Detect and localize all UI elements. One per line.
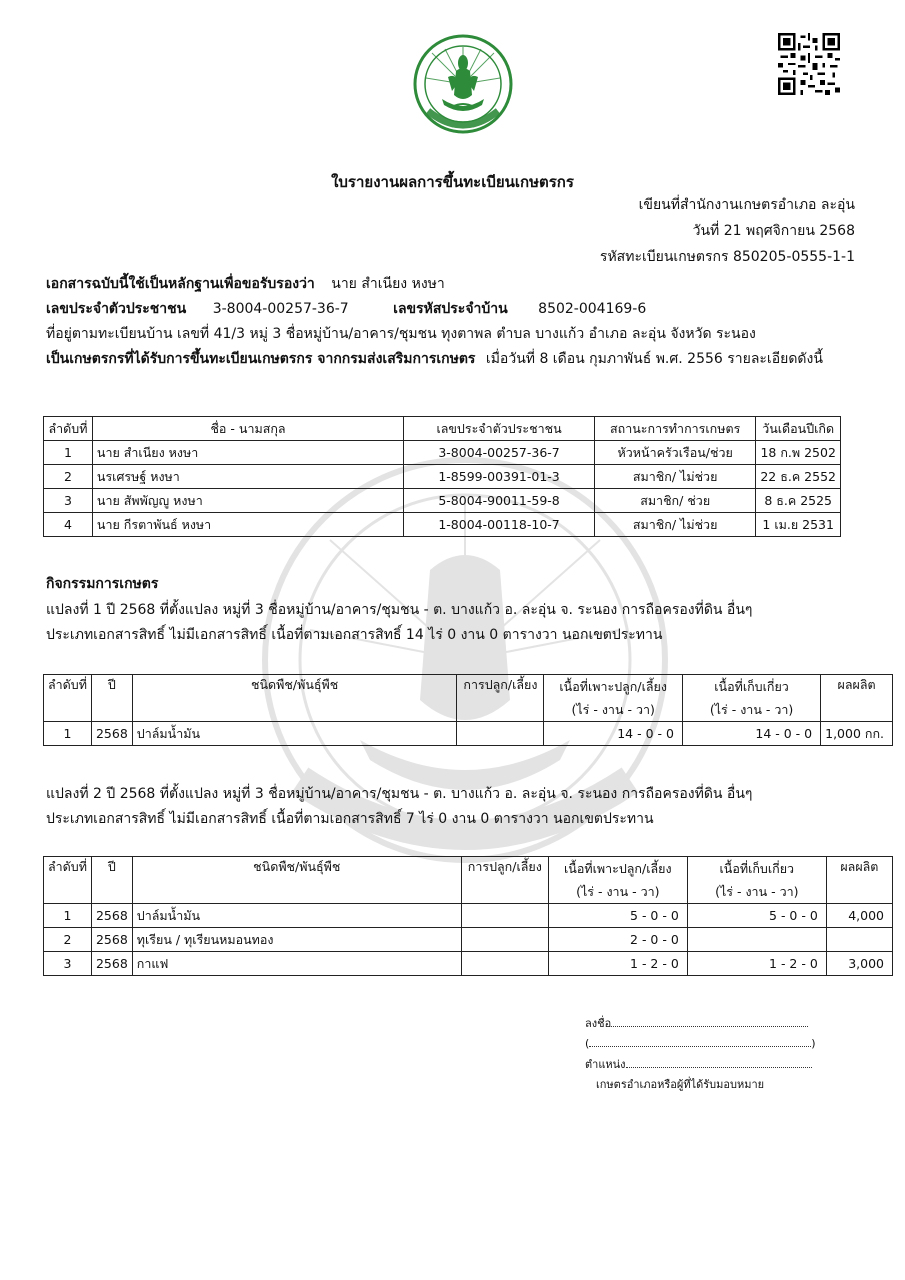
- open-paren: (: [585, 1037, 590, 1050]
- column-header: ผลผลิต: [826, 857, 892, 904]
- column-header: เนื้อที่เก็บเกี่ยว: [682, 675, 820, 699]
- farmer-registration-code: รหัสทะเบียนเกษตรกร 850205-0555-1-1: [599, 249, 855, 265]
- table-cell: 1 - 2 - 0: [548, 952, 687, 976]
- table-cell: [461, 904, 548, 928]
- table-cell: 1 - 2 - 0: [687, 952, 826, 976]
- table-cell: 2: [44, 928, 92, 952]
- table-cell: 1 เม.ย 2531: [756, 513, 841, 537]
- document-date: วันที่ 21 พฤศจิกายน 2568: [692, 223, 855, 239]
- signature-dots: [611, 1016, 808, 1027]
- id-line: [46, 298, 646, 320]
- table-cell: นาย สำเนียง หงษา: [92, 441, 403, 465]
- activities-title: กิจกรรมการเกษตร: [46, 576, 159, 592]
- table-row: [44, 465, 841, 489]
- plot1-location: แปลงที่ 1 ปี 2568 ที่ตั้งแปลง หมู่ที่ 3 ชื่อหมู่บ้าน/อาคาร/ชุมชน - ต. บางแก้ว อ. ละอุ่น จ. ระนอง การถือครองที่ดิน อื่นๆ: [46, 602, 753, 618]
- table-cell: [826, 928, 892, 952]
- table-cell: 22 ธ.ค 2552: [756, 465, 841, 489]
- table-cell: 2568: [91, 904, 132, 928]
- table-cell: [461, 952, 548, 976]
- document-title: ใบรายงานผลการขึ้นทะเบียนเกษตรกร: [331, 173, 574, 191]
- column-header: การปลูก/เลี้ยง: [461, 857, 548, 904]
- unit-label: (ไร่ - งาน - วา): [682, 698, 820, 722]
- table-cell: 2 - 0 - 0: [548, 928, 687, 952]
- close-paren: ): [811, 1037, 816, 1050]
- department-seal-logo: [412, 33, 514, 151]
- table-cell: 14 - 0 - 0: [682, 722, 820, 746]
- table-cell: 1,000 กก.: [821, 722, 893, 746]
- citizen-id-value: 3-8004-00257-36-7: [212, 301, 349, 317]
- column-header: เนื้อที่เก็บเกี่ยว: [687, 857, 826, 881]
- plot1-crops-table: [43, 674, 893, 746]
- table-cell: สมาชิก/ ช่วย: [594, 489, 755, 513]
- column-header: การปลูก/เลี้ยง: [457, 675, 544, 722]
- citizen-id-label: เลขประจำตัวประชาชน: [46, 301, 187, 317]
- plot2-document: ประเภทเอกสารสิทธิ์ ไม่มีเอกสารสิทธิ์ เนื้อที่ตามเอกสารสิทธิ์ 7 ไร่ 0 งาน 0 ตารางวา นอกเขตประทาน: [46, 811, 654, 827]
- column-header: ลำดับที่: [44, 675, 92, 722]
- table-cell: 18 ก.พ 2502: [756, 441, 841, 465]
- certify-line: [46, 273, 445, 295]
- column-header: ลำดับที่: [44, 417, 93, 441]
- column-header: เลขประจำตัวประชาชน: [404, 417, 595, 441]
- certify-label: เอกสารฉบับนี้ใช้เป็นหลักฐานเพื่อขอรับรองว่า: [46, 276, 315, 292]
- table-row: [44, 441, 841, 465]
- registration-line: [46, 348, 823, 370]
- table-cell: 3: [44, 952, 92, 976]
- table-header-row: [44, 417, 841, 441]
- table-cell: 5 - 0 - 0: [687, 904, 826, 928]
- name-dots: [589, 1036, 811, 1047]
- column-header: เนื้อที่เพาะปลูก/เลี้ยง: [548, 857, 687, 881]
- table-cell: 2: [44, 465, 93, 489]
- table-cell: 1-8004-00118-10-7: [404, 513, 595, 537]
- table-cell: [687, 928, 826, 952]
- house-code-value: 8502-004169-6: [538, 301, 647, 317]
- column-header: ปี: [91, 675, 132, 722]
- table-cell: 2568: [91, 928, 132, 952]
- table-cell: 1: [44, 904, 92, 928]
- table-cell: ปาล์มน้ำมัน: [132, 904, 461, 928]
- column-header: ชื่อ - นามสกุล: [92, 417, 403, 441]
- table-cell: สมาชิก/ ไม่ช่วย: [594, 513, 755, 537]
- column-header: เนื้อที่เพาะปลูก/เลี้ยง: [544, 675, 683, 699]
- household-members-table: [43, 416, 841, 537]
- table-row: [44, 928, 893, 952]
- column-header: ลำดับที่: [44, 857, 92, 904]
- table-header-row: [44, 675, 893, 699]
- table-cell: หัวหน้าครัวเรือน/ช่วย: [594, 441, 755, 465]
- table-cell: 3: [44, 489, 93, 513]
- table-cell: 1-8599-00391-01-3: [404, 465, 595, 489]
- table-cell: 8 ธ.ค 2525: [756, 489, 841, 513]
- column-header: ชนิดพืช/พันธุ์พืช: [132, 675, 457, 722]
- column-header: ปี: [91, 857, 132, 904]
- table-row: [44, 952, 893, 976]
- table-cell: 1: [44, 441, 93, 465]
- table-row: [44, 489, 841, 513]
- registration-label: เป็นเกษตรกรที่ได้รับการขึ้นทะเบียนเกษตรกร จากกรมส่งเสริมการเกษตร: [46, 351, 476, 367]
- table-cell: 2568: [91, 952, 132, 976]
- column-header: สถานะการทำการเกษตร: [594, 417, 755, 441]
- table-cell: 3,000: [826, 952, 892, 976]
- table-cell: สมาชิก/ ไม่ช่วย: [594, 465, 755, 489]
- plot1-document: ประเภทเอกสารสิทธิ์ ไม่มีเอกสารสิทธิ์ เนื้อที่ตามเอกสารสิทธิ์ 14 ไร่ 0 งาน 0 ตารางวา นอกเขตประทาน: [46, 627, 663, 643]
- table-cell: 5 - 0 - 0: [548, 904, 687, 928]
- column-header: วันเดือนปีเกิด: [756, 417, 841, 441]
- table-row: [44, 722, 893, 746]
- address-line: ที่อยู่ตามทะเบียนบ้าน เลขที่ 41/3 หมู่ 3 ชื่อหมู่บ้าน/อาคาร/ชุมชน ทุงตาพล ตำบล บางแก้ว อำเภอ ละอุ่น จังหวัด ระนอง: [46, 326, 756, 342]
- signature-name-line: [585, 1036, 816, 1051]
- position-dots: [626, 1057, 812, 1068]
- house-code-label: เลขรหัสประจำบ้าน: [393, 301, 508, 317]
- unit-label: (ไร่ - งาน - วา): [687, 880, 826, 904]
- column-header: ผลผลิต: [821, 675, 893, 722]
- table-cell: กาแฟ: [132, 952, 461, 976]
- table-cell: 4: [44, 513, 93, 537]
- table-cell: นรเศรษฐ์ หงษา: [92, 465, 403, 489]
- unit-label: (ไร่ - งาน - วา): [548, 880, 687, 904]
- signer-role: เกษตรอำเภอหรือผู้ที่ได้รับมอบหมาย: [596, 1078, 765, 1091]
- registration-date: เมื่อวันที่ 8 เดือน กุมภาพันธ์ พ.ศ. 2556 รายละเอียดดังนี้: [485, 351, 823, 367]
- table-cell: 14 - 0 - 0: [544, 722, 683, 746]
- table-cell: ทุเรียน / ทุเรียนหมอนทอง: [132, 928, 461, 952]
- table-cell: ปาล์มน้ำมัน: [132, 722, 457, 746]
- table-cell: 4,000: [826, 904, 892, 928]
- qr-code: [778, 33, 840, 95]
- signature-label: ลงชื่อ: [585, 1017, 612, 1030]
- signature-line: [585, 1016, 808, 1031]
- table-row: [44, 904, 893, 928]
- table-row: [44, 513, 841, 537]
- plot2-crops-table: [43, 856, 893, 976]
- table-cell: นาย กีรตาพันธ์ หงษา: [92, 513, 403, 537]
- table-cell: นาย สัพพัญญู หงษา: [92, 489, 403, 513]
- position-line: [585, 1057, 812, 1072]
- table-cell: [457, 722, 544, 746]
- column-header: ชนิดพืช/พันธุ์พืช: [132, 857, 461, 904]
- plot2-location: แปลงที่ 2 ปี 2568 ที่ตั้งแปลง หมู่ที่ 3 ชื่อหมู่บ้าน/อาคาร/ชุมชน - ต. บางแก้ว อ. ละอุ่น จ. ระนอง การถือครองที่ดิน อื่นๆ: [46, 786, 753, 802]
- table-cell: 5-8004-90011-59-8: [404, 489, 595, 513]
- office-location: เขียนที่สำนักงานเกษตรอำเภอ ละอุ่น: [638, 197, 855, 213]
- table-cell: 2568: [91, 722, 132, 746]
- unit-label: (ไร่ - งาน - วา): [544, 698, 683, 722]
- table-cell: 3-8004-00257-36-7: [404, 441, 595, 465]
- farmer-name: นาย สำเนียง หงษา: [331, 276, 445, 292]
- table-cell: [461, 928, 548, 952]
- table-header-row: [44, 857, 893, 881]
- table-cell: 1: [44, 722, 92, 746]
- position-label: ตำแหน่ง: [585, 1058, 626, 1071]
